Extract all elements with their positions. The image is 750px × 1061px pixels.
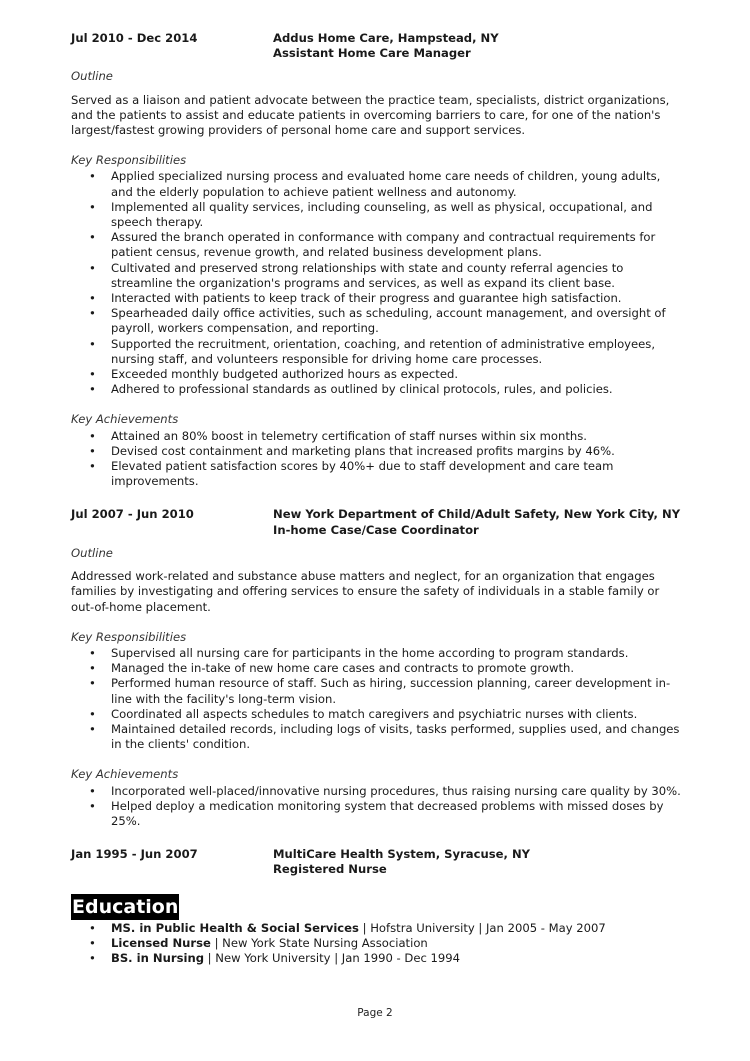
list-item: • Implemented all quality services, including counseling, as well as physical, occupational, and speech therapy. [111,200,683,230]
outline-text: Addressed work-related and substance abuse matters and neglect, for an organization that engages families by investigating and offering services to ensure the safety of individuals in a stable family or out-of-home placement. [71,569,660,614]
education-list [71,921,683,967]
responsibilities-list [71,646,683,752]
education-details: | Hofstra University | Jan 2005 - May 2007 [358,920,606,935]
list-item: • Coordinated all aspects schedules to match caregivers and psychiatric nurses with clients. [111,707,683,722]
page-number: Page 2 [357,1007,393,1019]
job-dates: Jan 1995 - Jun 2007 [71,847,198,862]
responsibilities-label: Key Responsibilities [71,629,187,644]
job-title: Registered Nurse [273,862,387,877]
list-item: • Spearheaded daily office activities, such as scheduling, account management, and oversight of payroll, workers compensation, and reporting. [111,306,683,336]
list-item: • Devised cost containment and marketing plans that increased profits margins by 46%. [111,444,683,459]
education-item [111,936,683,951]
list-item: • Interacted with patients to keep track of their progress and guarantee high satisfaction. [111,291,683,306]
responsibilities-label: Key Responsibilities [71,153,187,168]
list-item: • Assured the branch operated in conformance with company and contractual requirements for patient census, revenue growth, and related business development plans. [111,230,683,260]
job-title: Assistant Home Care Manager [273,46,471,61]
list-item: • Helped deploy a medication monitoring system that decreased problems with missed doses by 25%. [111,799,683,829]
job-company: Addus Home Care, Hampstead, NY [273,31,499,45]
education-details: | New York University | Jan 1990 - Dec 1994 [204,950,461,965]
list-item: • Cultivated and preserved strong relationships with state and county referral agencies to streamline the organization's programs and services, as well as expand its client base. [111,261,683,291]
responsibilities-list [71,169,683,397]
list-item: • Adhered to professional standards as outlined by clinical protocols, rules, and policies. [111,382,683,397]
outline-label: Outline [71,545,113,560]
list-item: • Managed the in-take of new home care cases and contracts to promote growth. [111,661,683,676]
education-item [111,951,683,966]
achievements-label: Key Achievements [71,767,179,782]
achievements-label: Key Achievements [71,412,179,427]
job-entry [71,847,683,877]
achievements-list [71,784,683,830]
job-header [71,31,683,61]
job-dates: Jul 2010 - Dec 2014 [71,31,198,45]
list-item: • Supervised all nursing care for participants in the home according to program standards. [111,646,683,661]
education-degree: Licensed Nurse [111,935,211,950]
job-company: New York Department of Child/Adult Safety, New York City, NY [273,507,681,522]
list-item: • Exceeded monthly budgeted authorized hours as expected. [111,367,683,382]
outline-label: Outline [71,69,113,84]
job-dates: Jul 2007 - Jun 2010 [71,507,194,522]
section-heading: Education [72,895,179,918]
resume-page [71,31,683,966]
list-item: • Performed human resource of staff. Such as hiring, succession planning, career development in-line with the facility's long-term vision. [111,676,683,706]
education-degree: BS. in Nursing [111,950,204,965]
education-section [71,894,683,967]
job-header [71,507,683,537]
education-item [111,921,683,936]
list-item: • Incorporated well-placed/innovative nursing procedures, thus raising nursing care quality by 30%. [111,784,683,799]
list-item: • Maintained detailed records, including logs of visits, tasks performed, supplies used, and changes in the clients' condition. [111,722,683,752]
list-item: • Applied specialized nursing process and evaluated home care needs of children, young adults, and the elderly population to achieve patient wellness and autonomy. [111,169,683,199]
list-item: • Attained an 80% boost in telemetry certification of staff nurses within six months. [111,429,683,444]
outline-text: Served as a liaison and patient advocate between the practice team, specialists, district organizations, and the patients to assist and educate patients in overcoming barriers to care, for one of the nation's largest/fastest growing providers of personal home care and support services. [71,92,670,138]
job-title: In-home Case/Case Coordinator [273,522,479,537]
education-degree: MS. in Public Health & Social Services [111,920,359,935]
job-entry [71,507,683,829]
job-entry [71,31,683,489]
job-company: MultiCare Health System, Syracuse, NY [273,847,531,862]
list-item: • Elevated patient satisfaction scores by 40%+ due to staff development and care team improvements. [111,459,683,489]
job-header [71,847,683,877]
achievements-list [71,429,683,490]
list-item: • Supported the recruitment, orientation, coaching, and retention of administrative employees, nursing staff, and volunteers responsible for driving home care processes. [111,337,683,367]
education-details: | New York State Nursing Association [210,935,428,950]
